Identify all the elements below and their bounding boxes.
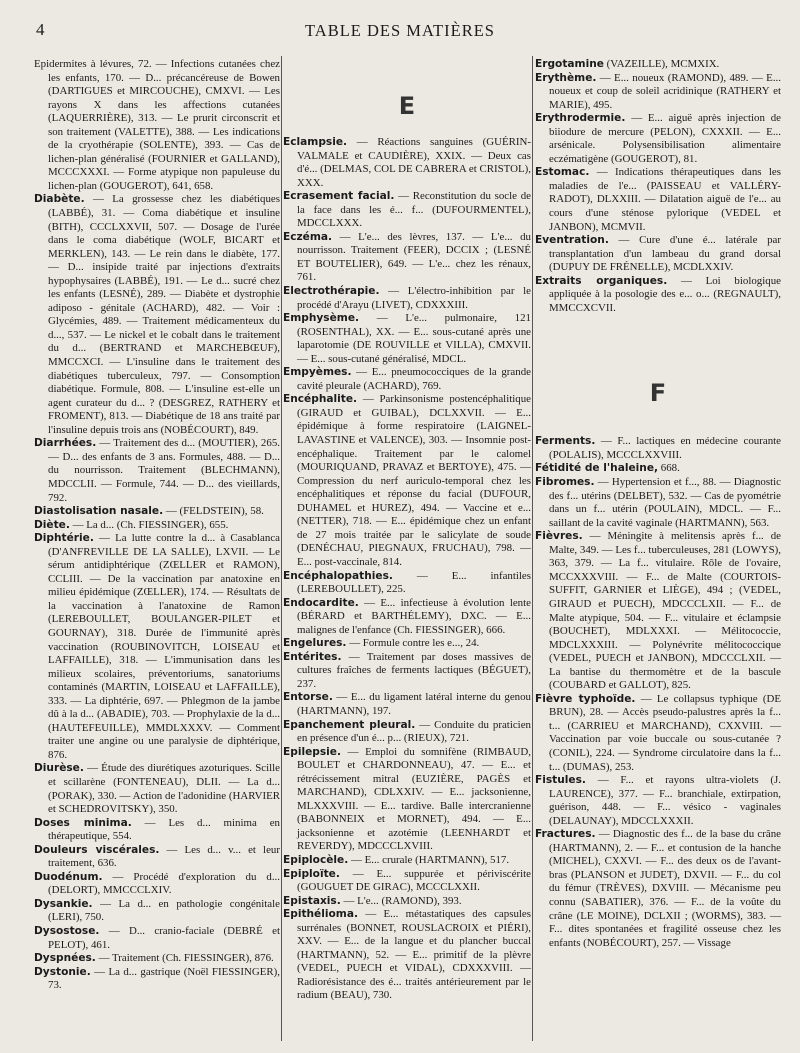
entry-text: — E... noueux (RAMOND), 489. — E... noueux et coup de soleil acridinique (RATHERY et MARIE), 495. — [549, 71, 781, 111]
column-divider — [532, 56, 533, 1041]
entry-headword: Electrothérapie. — [283, 285, 380, 298]
index-entry — [283, 285, 531, 312]
index-entry — [535, 462, 781, 476]
column-right — [535, 58, 781, 950]
index-entry — [535, 234, 781, 275]
entry-text: — Le collapsus typhique (DE BRUN), 28. — Accès pseudo-palustres après la f... t... (CARRIEU et MARCHAND), CXXVIII. — Vaccination par voie buccale ou sous-cutanée ? (CONIL), 224. — Syndrome circulatoire dans la f... t... (DUMAS), 253. — [549, 692, 781, 773]
index-entry — [535, 828, 781, 950]
entry-headword: Epilepsie. — [283, 745, 341, 758]
entry-headword: Emphysème. — [283, 312, 360, 325]
entry-text: — Les d... v... et leur traitement, 636. — [48, 843, 280, 870]
index-entry — [283, 637, 531, 651]
entry-headword: Entérites. — [283, 650, 342, 663]
entry-headword: Diarrhées. — [34, 437, 97, 450]
column-divider — [281, 56, 282, 1041]
entry-headword: Diète. — [34, 518, 70, 531]
entry-text: — L'e... pulmonaire, 121 (ROSENTHAL), XX. — E... sous-cutané après une laparotomie (DE ROUVILLE et VILLA), CMXVII. — E... sous-cutané généralisé, MDCL. — [297, 312, 531, 365]
entry-text: — E... infectieuse à évolution lente (BÉRARD et BARTHÉLEMY), DXC. — E... malignes de l'enfance (Ch. FIESSINGER), 666. — [297, 596, 531, 636]
page-header — [0, 20, 800, 44]
entry-text: — (FELDSTEIN), 58. — [163, 505, 264, 518]
entry-headword: Epithélioma. — [283, 908, 358, 921]
entry-headword: Eclampsie. — [283, 136, 348, 148]
entry-text: — Indications thérapeutiques dans les maladies de l'e... (PAISSEAU et VALLÉRY-RADOT), DLXXIII. — Dilatation aiguë de l'e... au cours d'une sténose pylorique (VEDEL et JANBON), MCMVII. — [549, 166, 781, 233]
entry-text: — Parkinsonisme postencéphalitique (GIRAUD et GUIBAL), DCLXXVII. — E... épidémique à forme respiratoire (LAIGNEL-LAVASTINE et VALENCE), 303. — Insomnie post-encéphalique. Traitement par le calomel (MOURIQUAND, PRAVAZ et BERTOYE), 475. — Compression du nerf auriculo-temporal chez les encéphalitiques et réponse du facial (DUFOUR, DUHAMEL et HUREZ), 494. — Vaccine et e... (NETTER), 718. — E... épidémique chez un enfant de 27 mois traitée par le salicylate de soude (DENÉCHAU, PIEGNAUX, FRUCHAU), 798. — E... post-vaccinale, 814. — [297, 393, 531, 568]
entry-text: — Étude des diurétiques azoturiques. Scille et scillarène (FONTENEAU), DLII. — La d... (PORAK), 330. — Action de l'adonidine (HARVIER et SCHEDROVITSKY), 350. — [48, 762, 280, 816]
index-entry — [34, 505, 280, 519]
entry-text: — Diagnostic des f... de la base du crâne (HARTMANN), 2. — F... et contusion de la hanche (MICHEL), CXXVI. — F... des deux os de l'avant-bras (PLANSON et JUDET), DXVII. — F... du col du fémur (TRÈVES), DXVIII. — Mécanisme peu connu (SABATIER), 376. — F... de la voûte du crâne (LE MOINE), DCLXII ; (WORMS), 383. — F... dites spontanées et fragilité osseuse chez les enfants (NOBÉCOURT), 257. — Vissage — [549, 828, 781, 949]
index-entry — [535, 166, 781, 234]
index-entry — [283, 597, 531, 638]
index-entry — [34, 519, 280, 533]
index-entry — [34, 437, 280, 505]
entry-headword: Estomac. — [535, 166, 590, 179]
entry-headword: Encéphalite. — [283, 393, 358, 406]
entry-headword: Ergotamine — [535, 58, 604, 70]
entry-text: — Traitement (Ch. FIESSINGER), 876. — [95, 952, 274, 965]
index-entry — [283, 136, 531, 190]
entry-headword: Engelures. — [283, 637, 347, 650]
entry-text: 668. — [658, 462, 680, 475]
column-left — [34, 58, 280, 993]
index-entry — [283, 854, 531, 868]
entry-headword: Epiplocèle. — [283, 853, 349, 866]
index-entry — [34, 58, 280, 193]
index-entry — [535, 112, 781, 166]
index-entry — [34, 898, 280, 925]
entry-text: — Traitement par doses massives de cultures fraîches de ferments lactiques (BÉGUET), 237. — [297, 650, 531, 690]
entry-headword: Fibromes. — [535, 476, 595, 489]
entry-headword: Ecrasement facial. — [283, 190, 395, 203]
entry-headword: Endocardite. — [283, 596, 359, 609]
entry-headword: Empyèmes. — [283, 366, 352, 379]
entry-headword: Diastolisation nasale. — [34, 505, 164, 518]
index-entry — [535, 72, 781, 113]
entry-text: — D... cranio-faciale (DEBRÉ et PELOT), 461. — [48, 925, 280, 951]
index-entry — [34, 762, 280, 816]
entry-text: — F... et rayons ultra-violets (J. LAURENCE), 377. — F... branchiale, extirpation, guérison, 448. — F... vésico - vaginales (DELAUNAY), MDCCLXXXII. — [549, 774, 781, 827]
entry-text: — La d... en pathologie congénitale (LERI), 750. — [48, 897, 280, 924]
entry-text: (VAZEILLE), MCMXIX. — [603, 58, 720, 70]
entry-text: — Emploi du somnifène (RIMBAUD, BOULET et CHARDONNEAU), 47. — E... et rétrécissement mitral (EUZIÈRE, PAGÈS et MARCHAND), CDLXXIV. — E... jacksonienne, MLXXXVIII. — E... tardive. Balle intercranienne (BABONNEIX et MORNET), 494. — E... jacksonienne et azotémie (LEENHARDT et REVERDY), MDCCCLXVIII. — [297, 745, 531, 853]
entry-headword: Epanchement pleural. — [283, 718, 416, 731]
entry-text: — La d... gastrique (Noël FIESSINGER), 73. — [48, 965, 280, 992]
index-entry — [535, 476, 781, 530]
entry-text: — La d... (Ch. FIESSINGER), 655. — [69, 518, 229, 531]
entry-text: — L'électro-inhibition par le procédé d'Arayu (LIVET), CDXXXIII. — [297, 285, 531, 311]
entry-headword: Encéphalopathies. — [283, 569, 393, 582]
entry-text: — Reconstitution du socle de la face dans les é... f... (DUFOURMENTEL), MDCCLXXX. — [297, 190, 532, 230]
index-entry — [34, 966, 280, 993]
entry-text: — E... métastatiques des capsules surrénales (BONNET, ROUSLACROIX et PIÉRI), XXV. — E... de la langue et du plancher buccal (HARTMANN), 52. — E... primitif de la plèvre (VEDEL, PUECH et VIDAL), CDXXXVIII. — Radiorésistance des é... traités antérieurement par le radium (BEAU), 730. — [297, 908, 531, 1002]
index-entry — [535, 774, 781, 828]
index-entry — [34, 817, 280, 844]
index-entry — [34, 871, 280, 898]
entry-headword: Eczéma. — [283, 230, 333, 243]
entry-headword: Fistules. — [535, 774, 586, 787]
entry-headword: Epistaxis. — [283, 894, 341, 907]
section-letter-f: F — [649, 379, 667, 408]
index-entry — [34, 925, 280, 952]
index-entry — [283, 895, 531, 909]
entry-text: — L'e... des lèvres, 137. — L'e... du nourrisson. Traitement (FEER), DCCIX ; (LESNÉ ET BOUTELIER), 649. — L'e... chez les rénaux, 761. — [297, 230, 531, 284]
page-number: 4 — [36, 20, 45, 39]
entry-text: — E... aiguë après injection de biiodure de mercure (PELON), CXXXII. — E... arsénicale. Polysensibilisation alimentaire eczématigène (GOUGEROT), 81. — [549, 112, 781, 165]
index-entry — [283, 691, 531, 718]
index-entry — [535, 435, 781, 462]
index-entry — [283, 190, 531, 231]
entry-headword: Douleurs viscérales. — [34, 843, 160, 856]
entry-text: — E... pneumococciques de la grande cavité pleurale (ACHARD), 769. — [297, 366, 531, 392]
index-entry — [283, 570, 531, 597]
index-entry — [535, 693, 781, 774]
entry-text: — Réactions sanguines (GUÉRIN-VALMALE et CAUDIÈRE), XXIX. — Deux cas d'é... (DELMAS, COL DE CABRERA et CRISTOL), XXX. — [297, 136, 531, 189]
index-entry — [283, 312, 531, 366]
entry-headword: Dystonie. — [34, 965, 91, 978]
entry-text: — E... suppurée et périviscérite (GOUGUET DE GIRAC), MCCCLXXII. — [297, 867, 531, 894]
entry-headword: Extraits organiques. — [535, 274, 668, 287]
entry-text: — Loi biologique appliquée à la posologie des e... o... (REGNAULT), MMCCXCVII. — [549, 274, 782, 314]
index-entry — [535, 530, 781, 693]
entry-headword: Diurèse. — [34, 762, 84, 775]
entry-text: — Conduite du praticien en présence d'un é... p... (RIEUX), 721. — [297, 718, 531, 745]
index-entry — [283, 908, 531, 1003]
entry-text: — L'e... (RAMOND), 393. — [340, 894, 462, 907]
entry-text: — F... lactiques en médecine courante (POLALIS), MCCCLXXVIII. — [549, 435, 781, 461]
entry-headword: Doses minima. — [34, 816, 132, 829]
entry-headword: Eventration. — [535, 234, 609, 247]
index-entry — [535, 58, 781, 72]
entry-headword: Diabète. — [34, 193, 85, 206]
entry-headword: Fractures. — [535, 828, 596, 841]
entry-headword: Entorse. — [283, 691, 333, 704]
entry-text: — Formule contre les e..., 24. — [346, 637, 480, 650]
index-entry — [34, 193, 280, 437]
index-entry — [283, 746, 531, 854]
entry-text: — Cure d'une é... latérale par transplantation d'un lambeau du grand dorsal (DUPUY DE FRÉNELLE), MCDLXXIV. — [549, 234, 781, 274]
column-middle — [283, 58, 531, 1003]
index-entry — [283, 366, 531, 393]
index-entry — [283, 868, 531, 895]
entry-text: — Les d... minima en thérapeutique, 554. — [48, 816, 280, 843]
index-entry — [283, 719, 531, 746]
index-entry — [34, 952, 280, 966]
entry-headword: Fétidité de l'haleine, — [535, 462, 659, 475]
index-entry — [34, 844, 280, 871]
index-entry — [283, 393, 531, 569]
entry-text: — Procédé d'exploration du d... (DELORT), MMCCCLXIV. — [48, 870, 280, 897]
entry-text: — E... du ligament latéral interne du genou (HARTMANN), 197. — [297, 691, 531, 717]
index-entry — [535, 275, 781, 316]
index-entry — [283, 231, 531, 285]
entry-text: — Traitement des d... (MOUTIER), 265. — D... des enfants de 3 ans. Formules, 488. — D... du nourrisson. Traitement (BLECHMANN), MDCCLII. — Formule, 744. — D... des vieillards, 792. — [48, 437, 280, 504]
entry-headword: Epiploïte. — [283, 867, 340, 880]
index-entry — [34, 532, 280, 762]
entry-text: — La grossesse chez les diabétiques (LABBÉ), 31. — Coma diabétique et insuline (BITH), CCCLXXVII, 507. — Dosage de l'urée dans le coma diabétique (WOLF, BICART et MERKLEN), 143. — Le rein dans le diabète, 177. — D... insipide traité par injections d'extraits hypophysaires (LABBÉ), 191. — Le d... sucré chez les enfants (LESNÉ), 289. — Diabète et dystrophie adiposo - génitale (ACHARD), 482. — Voir : Glycémies, 489. — Traitement médicamenteux du d..., 537. — Le nickel et le cobalt dans le traitement du d... (BERTRAND et MARCHEBŒUF), MMCCXCI. — L'insuline dans le traitement des diabétiques tuberculeux, 797. — Consomption diabétique. Formule, 808. — L'insuline est-elle un agent curateur du d... ? (DESGREZ, RATHERY et FROMENT), 813. — Diabétique de 18 ans traité par l'insuline depuis trois ans (NOBÉCOURT), 849. — [48, 193, 280, 436]
entry-headword: Duodénum. — [34, 870, 103, 883]
entry-text: — E... crurale (HARTMANN), 517. — [348, 853, 510, 866]
entry-headword: Erythrodermie. — [535, 112, 626, 125]
entry-headword: Dysankie. — [34, 897, 93, 910]
entry-text: — E... infantiles (LEREBOULLET), 225. — [297, 569, 531, 596]
entry-headword: Erythème. — [535, 71, 597, 84]
entry-text: — Hypertension et f..., 88. — Diagnostic des f... utérins (DELBET), 532. — Cas de pyométrie dans un f... utérin (POULAIN), MDCL. — F... saillant de la cavité vaginale (HARTMANN), 563. — [549, 476, 781, 529]
entry-headword: Fièvre typhoïde. — [535, 692, 636, 705]
entry-text: — Méningite à melitensis après f... de Malte, 349. — Les f... tuberculeuses, 281 (LOWYS), 363, 379. — La f... vitulaire. Rôle de l'ovaire, MCCXXXVIII. — F... de Malte (COURTOIS-SUFFIT, GARNIER et LIÈGE), 494 ; (VEDEL, GIRAUD et PUECH), MDCCCLXII. — F... de Malte atypique, 504. — F... vitulaire et éclampsie (BOUCHET), MDLXXXI. — Mélitococcie, MDCLXXXIII. — Polynévrite mélitococcique (VEDEL, PUECH et JANBON), MDCCCLXII. — La bantise du thermomètre et de la bascule (COUBARD et GALLOT), 825. — [549, 530, 781, 692]
entry-headword: Dyspnées. — [34, 952, 96, 965]
entry-headword: Fièvres. — [535, 530, 583, 543]
index-entry — [283, 651, 531, 692]
page-title: TABLE DES MATIÈRES — [305, 21, 495, 40]
entry-headword: Dysostose. — [34, 925, 100, 937]
entry-text: Epidermites à lévures, 72. — Infections cutanées chez les enfants, 170. — D... précancéreuse de Bowen (DARTIGUES et MIRCOUCHE), CMXVI. — Les rayons X dans les affections cutanées (LAQUERRIÈRE), 313. — Le prurit circonscrit et son traitement (VALETTE), 388. — Les indications de la cryothérapie (SOLENTE), 393. — Cas de lichen-plan généralisé (FOURNIER et GALLAND), MCCCXXXI. — Forme atypique non papuleuse du lichen-plan (GOUGEROT), 641, 658. — [34, 58, 280, 192]
entry-headword: Ferments. — [535, 435, 596, 448]
entry-headword: Diphtérie. — [34, 532, 94, 545]
entry-text: — La lutte contre la d... à Casablanca (D'ANFREVILLE DE LA SALLE), LXVII. — Le sérum antidiphtérique (ZŒLLER et RAMON), CCLIII. — De la vaccination par anatoxine en milieu épidémique (ZŒLLER), 174. — Résultats de la vaccination à l'anatoxine de Ramon (LEREBOULLET, BOULANGER-PILET et GOURNAY), 318. Durée de l'immunité après vaccination (ROUBINOVITCH, LOISEAU et LAFFAILLE), 318. — L'immunisation dans les milieux scolaires, préventoriums, sanatoriums contaminés (MARTIN, LOISEAU et LAFFAILLE), 333. — La diphtérie, 697. — Phlegmon de la jambe dû à la d... (ABADIE), 703. — Prophylaxie de la d... (HAUTEFEUILLE), MMDLXXXV. — Comment traiter une angine ou une paralysie de diphtérique, 876. — [48, 532, 280, 761]
section-letter-e: E — [398, 92, 416, 120]
